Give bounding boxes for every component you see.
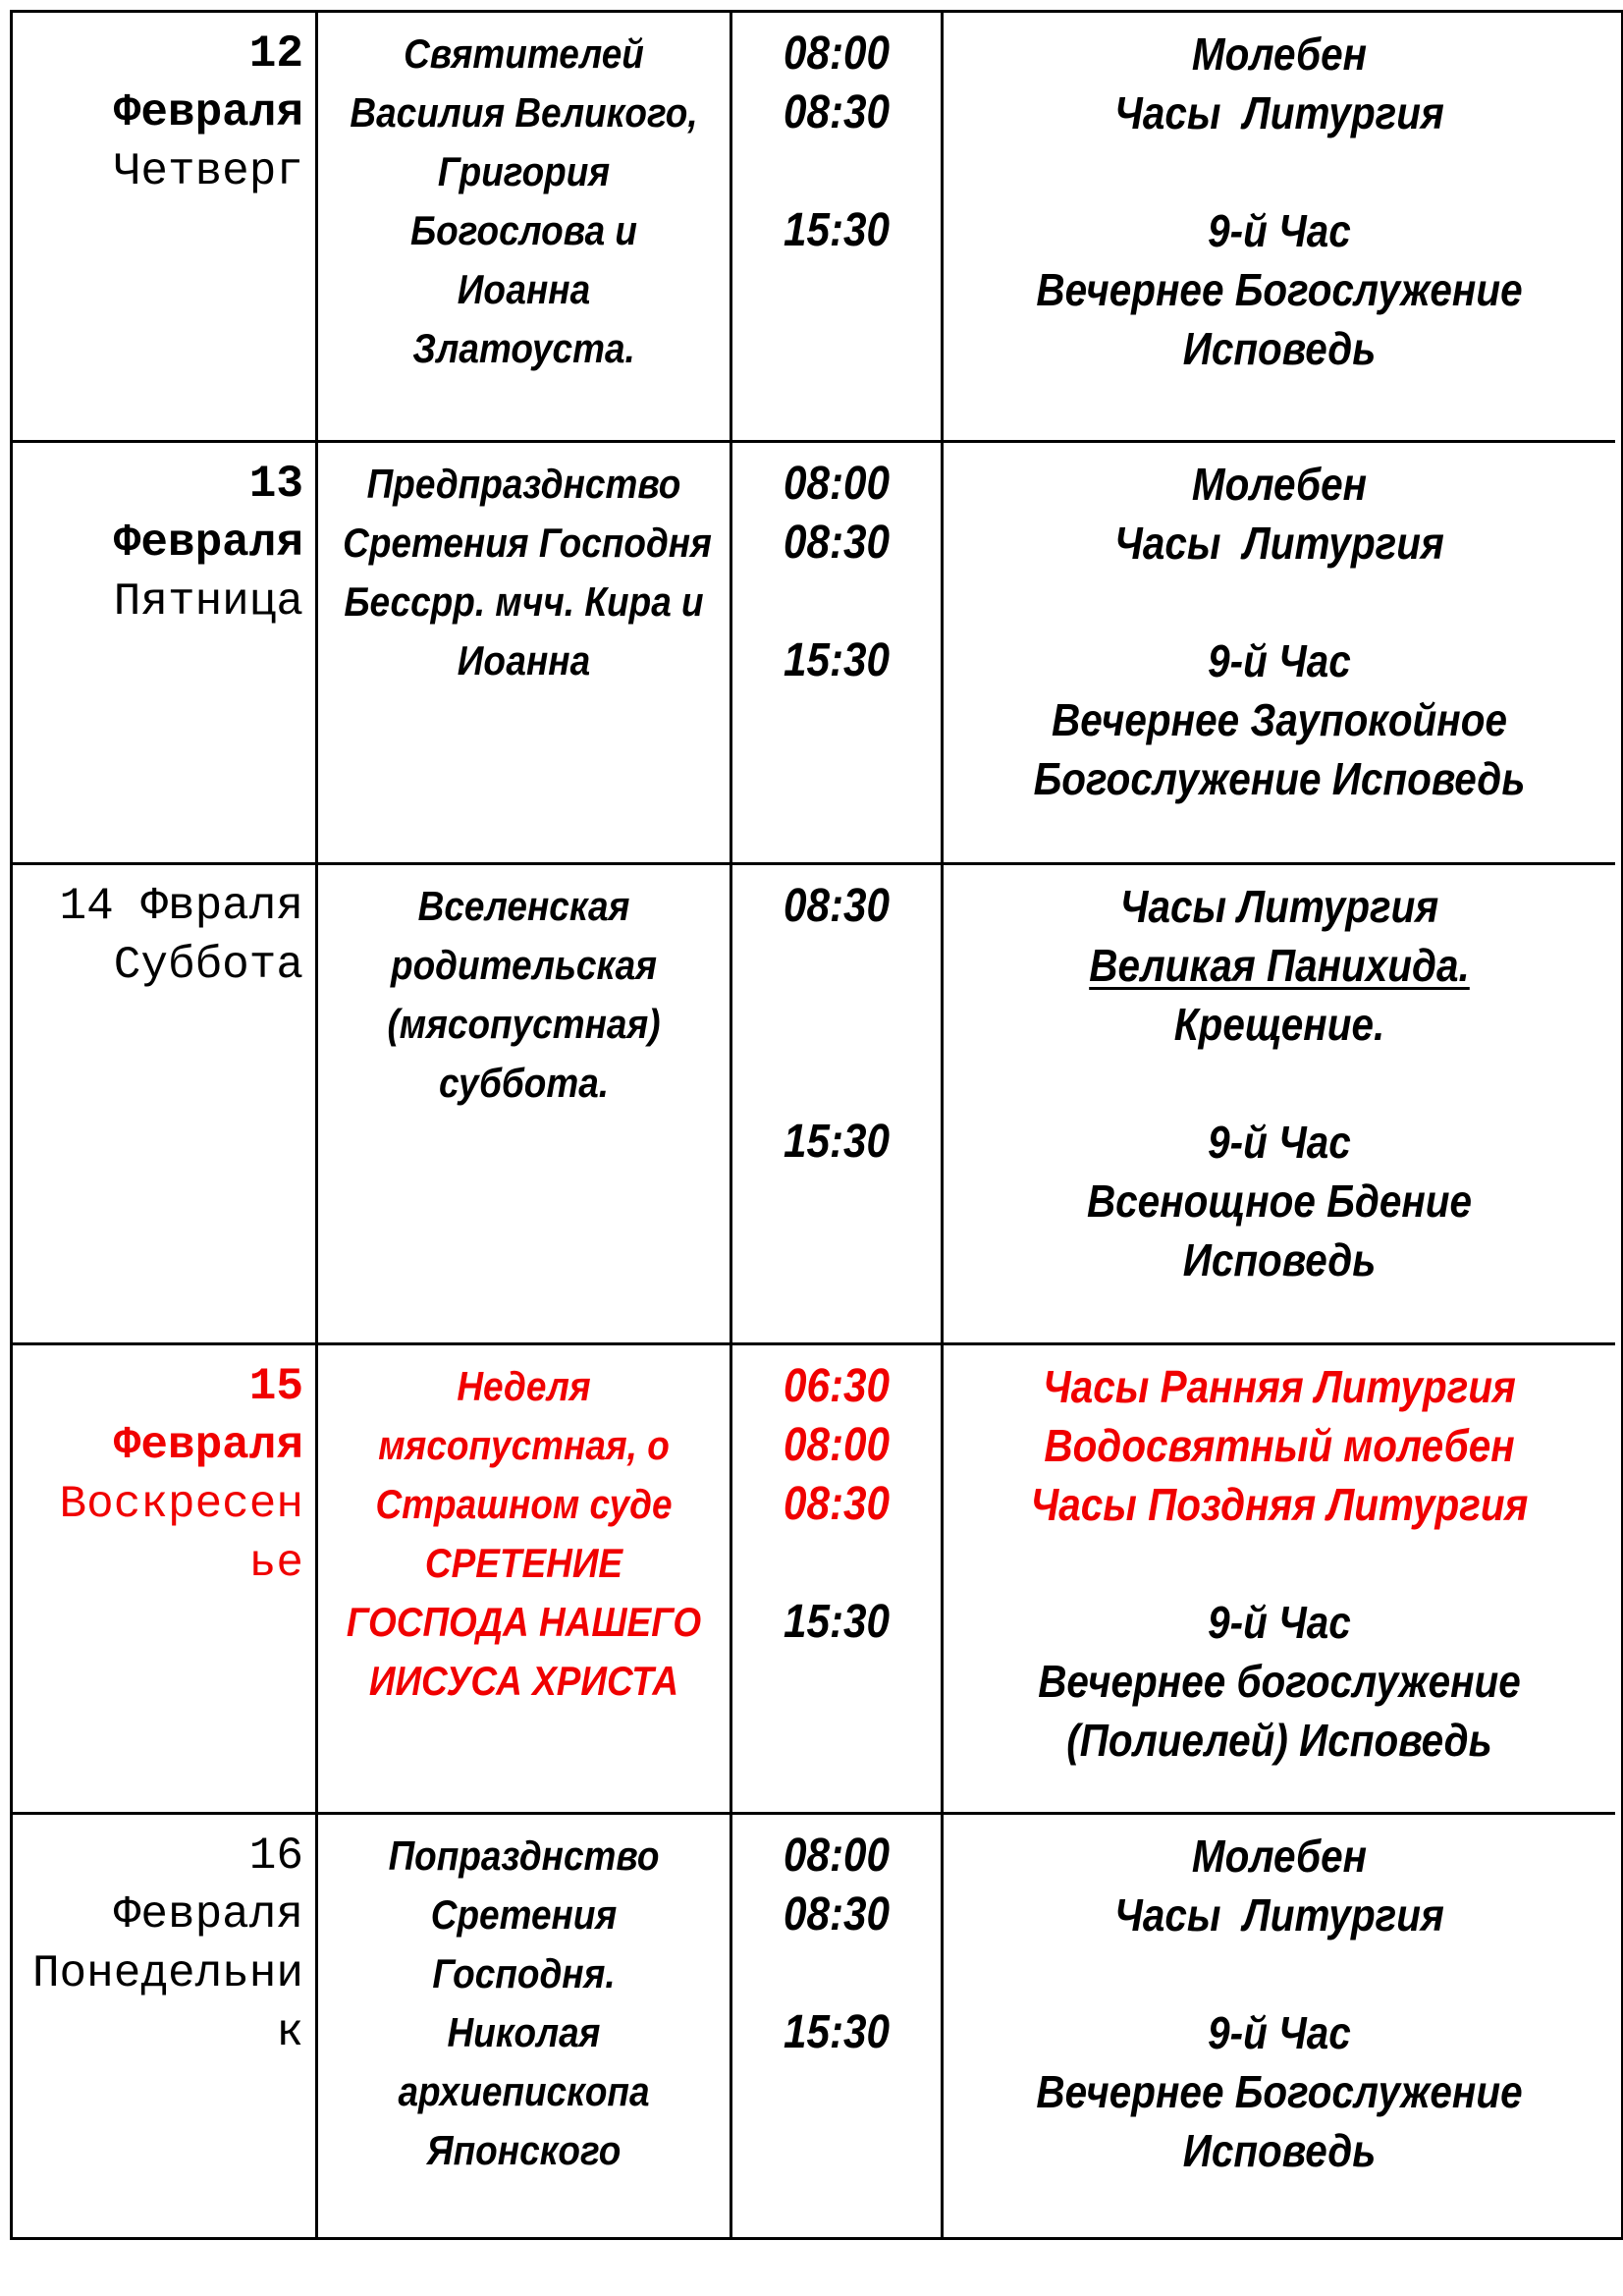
blank-line [745, 995, 929, 1054]
date-line: Пятница [113, 576, 303, 628]
time-cell [732, 13, 944, 443]
blank-line [745, 573, 929, 631]
services-line: Молебен [1191, 28, 1368, 80]
time-line: 08:00 [783, 27, 891, 80]
services-line: Часы Поздняя Литургия [1030, 1479, 1529, 1530]
date-line: Февраля [113, 87, 303, 138]
date-line: 15 [248, 1361, 303, 1412]
blank-line [745, 1534, 929, 1593]
time-line: 15:30 [783, 1596, 891, 1648]
schedule-table [10, 10, 1623, 2240]
date-line: Воскресен [59, 1479, 303, 1530]
services-cell [944, 13, 1615, 443]
services-line: Богослужение Исповедь [1033, 753, 1526, 804]
services-line: Часы Литургия [1114, 518, 1444, 569]
services-line: Исповедь [1182, 323, 1377, 374]
date-line: 12 [248, 28, 303, 80]
date-line: Четверг [113, 146, 303, 197]
date-cell [13, 865, 318, 1345]
blank-line [745, 142, 929, 201]
date-line: Суббота [113, 940, 303, 991]
time-line: 08:30 [783, 517, 891, 569]
feast-cell [318, 865, 732, 1345]
services-line: 9-й Час [1208, 1597, 1351, 1648]
date-cell [13, 443, 318, 865]
time-line: 08:30 [783, 1478, 891, 1530]
services-cell [944, 865, 1615, 1345]
feast-line: Иоанна [457, 266, 591, 312]
time-line: 15:30 [783, 2006, 891, 2058]
date-cell [13, 13, 318, 443]
services-line: Всенощное Бдение [1086, 1175, 1473, 1227]
services-line: (Полиелей) Исповедь [1066, 1715, 1492, 1766]
time-line: 06:30 [783, 1360, 891, 1412]
date-line: Февраля [113, 1889, 303, 1941]
services-line: Крещение. [1173, 999, 1385, 1050]
feast-line: мясопустная, о [378, 1422, 670, 1468]
feast-line: Григория [437, 148, 611, 194]
feast-line: Златоуста. [412, 325, 635, 371]
feast-line: ГОСПОДА НАШЕГО [346, 1599, 702, 1645]
time-cell [732, 1815, 944, 2237]
services-line: Вечернее Богослужение [1036, 264, 1523, 315]
services-line: Исповедь [1182, 2125, 1377, 2176]
services-line: Исповедь [1182, 1234, 1377, 1285]
blank-line [984, 142, 1575, 201]
services-line: Великая Панихида. [1089, 940, 1470, 991]
feast-line: ИИСУСА ХРИСТА [368, 1658, 679, 1704]
date-line: Понедельни [31, 1948, 303, 1999]
time-line: 08:00 [783, 1830, 891, 1882]
feast-line: СРЕТЕНИЕ [424, 1540, 623, 1586]
services-line: Молебен [1191, 459, 1368, 510]
feast-line: Попразднство [388, 1832, 660, 1879]
services-line: 9-й Час [1208, 1117, 1351, 1168]
services-line: Молебен [1191, 1831, 1368, 1882]
services-line: Вечернее Заупокойное [1052, 694, 1507, 745]
feast-line: Богослова и [410, 207, 637, 253]
feast-line: (мясопустная) [387, 1001, 661, 1047]
services-line: 9-й Час [1208, 205, 1351, 256]
time-line: 15:30 [783, 634, 891, 686]
services-line: 9-й Час [1208, 635, 1351, 686]
services-cell [944, 1345, 1615, 1815]
date-cell [13, 1345, 318, 1815]
blank-line [984, 1054, 1575, 1113]
blank-line [745, 1944, 929, 2003]
feast-line: Святителей [404, 30, 644, 77]
feast-line: Бессрр. мчч. Кира и [344, 578, 704, 625]
feast-line: архиепископа [398, 2068, 650, 2114]
services-line: Часы Литургия [1114, 1889, 1444, 1941]
services-cell [944, 443, 1615, 865]
date-line: ье [248, 1538, 303, 1589]
feast-line: Неделя [457, 1363, 591, 1409]
feast-line: Предпразднство [366, 461, 681, 507]
feast-line: Сретения Господня [343, 519, 712, 566]
blank-line [745, 936, 929, 995]
feast-line: Иоанна [457, 637, 591, 683]
date-line: Февраля [113, 1420, 303, 1471]
time-cell [732, 443, 944, 865]
feast-line: суббота. [438, 1060, 610, 1106]
time-line: 08:30 [783, 880, 891, 932]
time-line: 08:30 [783, 1888, 891, 1941]
feast-line: Василия Великого, [350, 89, 698, 136]
time-cell [732, 865, 944, 1345]
services-line: Часы Ранняя Литургия [1043, 1361, 1516, 1412]
blank-line [984, 1534, 1575, 1593]
time-line: 08:00 [783, 1419, 891, 1471]
feast-cell [318, 13, 732, 443]
services-line: Вечернее Богослужение [1036, 2066, 1523, 2117]
time-cell [732, 1345, 944, 1815]
services-line: Часы Литургия [1119, 881, 1439, 932]
blank-line [984, 1944, 1575, 2003]
feast-line: Господня. [432, 1950, 616, 1996]
services-line: Водосвятный молебен [1044, 1420, 1515, 1471]
blank-line [984, 573, 1575, 631]
feast-line: Страшном суде [375, 1481, 673, 1527]
time-line: 15:30 [783, 1116, 891, 1168]
feast-cell [318, 443, 732, 865]
date-line: к [276, 2007, 303, 2058]
time-line: 15:30 [783, 204, 891, 256]
date-cell [13, 1815, 318, 2237]
time-line: 08:30 [783, 86, 891, 138]
date-line: 14 Фвраля [59, 881, 303, 932]
time-line: 08:00 [783, 458, 891, 510]
feast-cell [318, 1815, 732, 2237]
feast-line: Сретения [430, 1891, 618, 1938]
services-line: 9-й Час [1208, 2007, 1351, 2058]
blank-line [745, 1054, 929, 1113]
feast-line: родительская [391, 942, 657, 988]
feast-line: Николая [447, 2009, 601, 2055]
date-line: 13 [248, 459, 303, 510]
feast-line: Японского [426, 2127, 622, 2173]
services-line: Вечернее богослужение [1038, 1656, 1521, 1707]
services-line: Часы Литургия [1114, 87, 1444, 138]
date-line: 16 [248, 1831, 303, 1882]
feast-line: Вселенская [417, 883, 630, 929]
services-cell [944, 1815, 1615, 2237]
date-line: Февраля [113, 518, 303, 569]
feast-cell [318, 1345, 732, 1815]
